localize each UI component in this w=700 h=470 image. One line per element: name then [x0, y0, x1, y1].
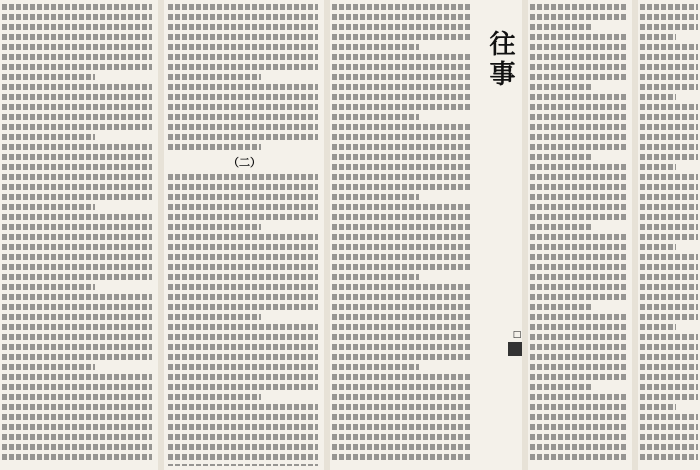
- text-column-3: [332, 4, 472, 466]
- headline-vertical: 往事: [485, 30, 515, 90]
- text-column-4: [530, 4, 628, 466]
- text-column-5: [640, 4, 698, 466]
- byline-marker: □: [512, 330, 522, 340]
- text-column-1: [2, 4, 152, 466]
- text-column-2: [168, 4, 318, 466]
- section-marker: （二）: [228, 156, 261, 169]
